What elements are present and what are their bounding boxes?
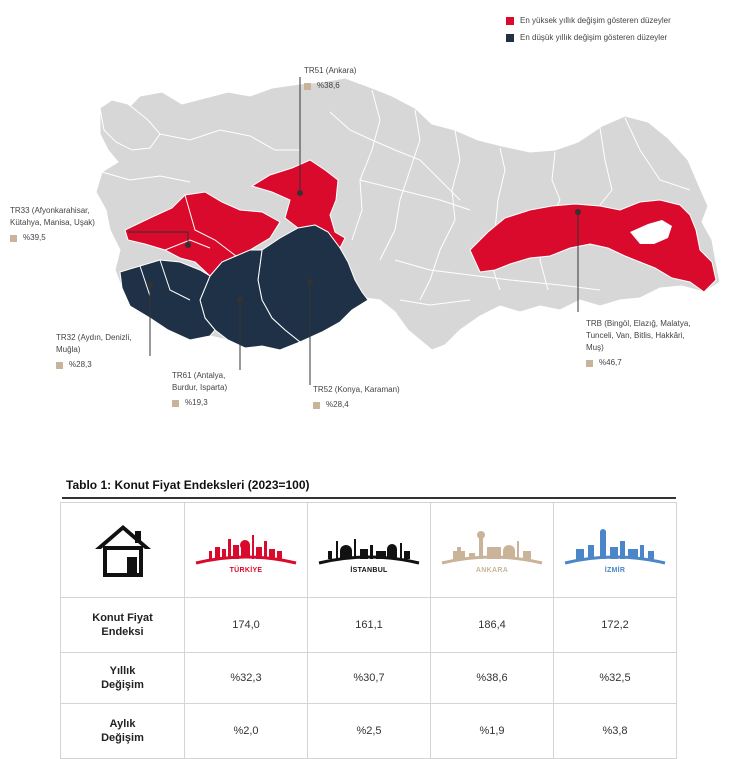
annotation-trb-name-3: Muş) xyxy=(586,343,604,352)
row-label-index-line2: Endeksi xyxy=(101,626,144,638)
column-header-izmir xyxy=(554,503,677,598)
table-row xyxy=(61,704,677,759)
annotation-tr32-name-2: Muğla) xyxy=(56,345,81,354)
table-cell: %3,8 xyxy=(554,704,677,759)
annotation-tr32-value: %28,3 xyxy=(69,360,92,369)
legend-label-high: En yüksek yıllık değişim gösteren düzeyler xyxy=(520,16,671,25)
table-cell: %2,5 xyxy=(308,704,431,759)
table-row xyxy=(61,598,677,653)
annotation-trb xyxy=(586,318,690,369)
table-cell: 174,0 xyxy=(185,598,308,653)
row-label-monthly xyxy=(61,704,185,759)
column-label-istanbul: İSTANBUL xyxy=(350,566,388,574)
annotation-tr61-value: %19,3 xyxy=(185,398,208,407)
annotation-tr52-value: %28,4 xyxy=(326,400,349,409)
annotation-trb-name-1: TRB (Bingöl, Elazığ, Malatya, xyxy=(586,319,691,328)
row-label-annual-line1: Yıllık xyxy=(109,665,136,677)
annotation-trb-value: %46,7 xyxy=(599,358,622,367)
column-header-turkiye xyxy=(185,503,308,598)
table-header-row xyxy=(61,503,677,598)
row-label-monthly-line1: Aylık xyxy=(109,718,136,730)
row-label-index-line1: Konut Fiyat xyxy=(92,612,153,624)
column-label-ankara: ANKARA xyxy=(475,566,509,574)
table-title: Tablo 1: Konut Fiyat Endeksleri (2023=100) xyxy=(66,478,310,492)
table-cell: %1,9 xyxy=(431,704,554,759)
table-cell: %32,3 xyxy=(185,653,308,704)
annotation-tr33-value: %39,5 xyxy=(23,233,46,242)
table-cell: 161,1 xyxy=(308,598,431,653)
legend-label-low: En düşük yıllık değişim gösteren düzeyler xyxy=(520,33,668,42)
column-label-turkiye: TÜRKİYE xyxy=(229,566,263,574)
annotation-tr61 xyxy=(172,370,227,409)
table-cell: %30,7 xyxy=(308,653,431,704)
annotation-tr32 xyxy=(56,332,131,371)
table-cell: %2,0 xyxy=(185,704,308,759)
house-icon xyxy=(93,521,153,579)
annotation-tr52 xyxy=(313,384,400,411)
table-cell: %38,6 xyxy=(431,653,554,704)
annotation-tr33 xyxy=(10,205,95,244)
row-label-annual xyxy=(61,653,185,704)
table-title-rule xyxy=(62,497,676,499)
annotation-tr52-name: TR52 (Konya, Karaman) xyxy=(313,385,400,394)
row-label-index xyxy=(61,598,185,653)
column-label-izmir: İZMİR xyxy=(604,566,626,574)
annotation-tr51-name: TR51 (Ankara) xyxy=(304,66,357,75)
row-label-monthly-line2: Değişim xyxy=(101,732,144,744)
annotation-tr61-name-2: Burdur, Isparta) xyxy=(172,383,228,392)
annotation-tr32-name-1: TR32 (Aydın, Denizli, xyxy=(56,333,132,342)
annotation-tr51 xyxy=(304,65,356,92)
column-header-istanbul xyxy=(308,503,431,598)
izmir-skyline-icon xyxy=(560,527,670,567)
annotation-tr51-value: %38,6 xyxy=(317,81,340,90)
annotation-tr33-name-1: TR33 (Afyonkarahisar, xyxy=(10,206,90,215)
annotation-trb-name-2: Tunceli, Van, Bitlis, Hakkâri, xyxy=(586,331,685,340)
ankara-skyline-icon xyxy=(437,527,547,567)
index-table xyxy=(60,502,677,759)
annotation-tr33-name-2: Kütahya, Manisa, Uşak) xyxy=(10,218,95,227)
annotation-tr61-name-1: TR61 (Antalya, xyxy=(172,371,226,380)
row-label-annual-line2: Değişim xyxy=(101,679,144,691)
istanbul-skyline-icon xyxy=(314,527,424,567)
table-cell: 186,4 xyxy=(431,598,554,653)
table-cell: 172,2 xyxy=(554,598,677,653)
table-row xyxy=(61,653,677,704)
house-icon-cell xyxy=(61,503,185,598)
turkiye-skyline-icon xyxy=(191,527,301,567)
column-header-ankara xyxy=(431,503,554,598)
table-cell: %32,5 xyxy=(554,653,677,704)
